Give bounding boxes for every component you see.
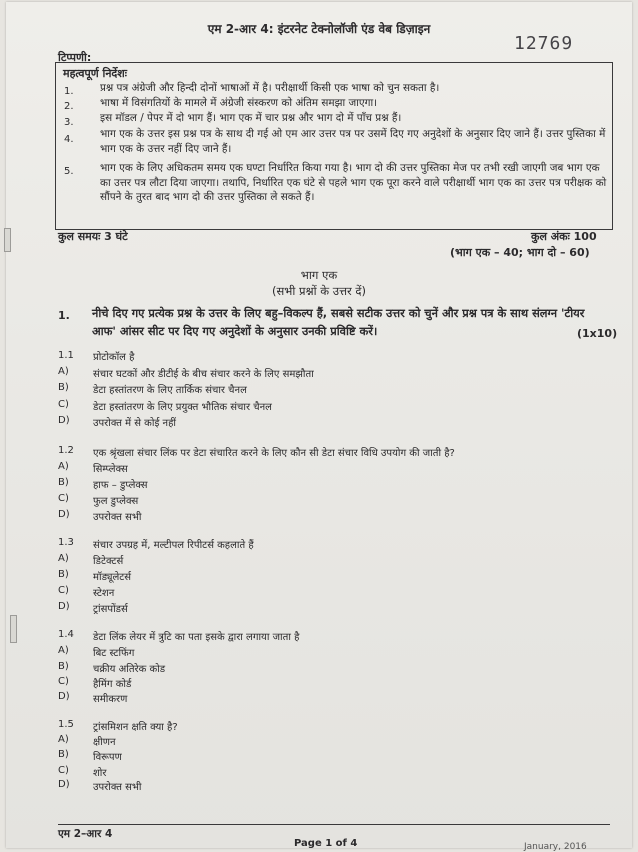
instruction-text: भाग एक के उत्तर इस प्रश्न पत्र के साथ दी गई ओ एम आर उत्तर पत्र पर उसमें दिए गए अनुदेशों के अनुसार दिए जाने हैं। उत्तर पुस्तिका में भाग एक के उत्तर नहीं दिए जाने हैं। bbox=[100, 128, 606, 155]
option-letter: B) bbox=[58, 749, 69, 760]
option-letter: A) bbox=[58, 553, 69, 564]
footer-divider bbox=[58, 824, 610, 825]
option-letter: C) bbox=[58, 676, 69, 687]
option-letter: D) bbox=[58, 509, 70, 520]
option-text: बिट स्टफिंग bbox=[93, 648, 135, 659]
option-letter: A) bbox=[58, 461, 69, 472]
option-letter: B) bbox=[58, 382, 69, 393]
option-text: हाफ – डुप्लेक्स bbox=[93, 480, 148, 491]
option-letter: C) bbox=[58, 765, 69, 776]
option-letter: C) bbox=[58, 399, 69, 410]
marks-split: (भाग एक – 40; भाग दो – 60) bbox=[450, 246, 590, 259]
option-letter: A) bbox=[58, 734, 69, 745]
option-letter: B) bbox=[58, 477, 69, 488]
instruction-text: इस मॉडल / पेपर में दो भाग हैं। भाग एक में चार प्रश्न और भाग दो में पाँच प्रश्न हैं। bbox=[100, 112, 402, 124]
page-number: Page 1 of 4 bbox=[294, 838, 358, 849]
instruction-text: भाग एक के लिए अधिकतम समय एक घण्टा निर्धारित किया गया है। भाग दो की उत्तर पुस्तिका मेज पर तभी रखी जाएगी जब भाग एक का उत्तर पत्र लौटा दिया जाएगा। तथापि, निर्धारित एक घंटे से पहले भाग एक पूरा करने वाले परीक्षार्थी भाग एक का उत्तर पत्र परीक्षक को सौंपने के तुरत बाद भाग दो की उत्तर पुस्तिका ले सकते हैं। bbox=[100, 162, 607, 204]
subquestion-text: प्रोटोकॉल है bbox=[93, 352, 135, 363]
instruction-text: भाषा में विसंगतियों के मामले में अंग्रेजी संस्करण को अंतिम समझा जाएगा। bbox=[100, 97, 378, 109]
option-letter: D) bbox=[58, 415, 70, 426]
subquestion-text: डेटा लिंक लेयर में त्रुटि का पता इसके द्वारा लगाया जाता है bbox=[93, 632, 300, 643]
option-letter: D) bbox=[58, 779, 70, 790]
instruction-number: 3. bbox=[64, 117, 74, 128]
subquestion-number: 1.1 bbox=[58, 350, 74, 361]
instruction-text: प्रश्न पत्र अंग्रेजी और हिन्दी दोनों भाषाओं में है। परीक्षार्थी किसी एक भाषा को चुन सकता है। bbox=[100, 82, 440, 94]
instruction-number: 2. bbox=[64, 101, 74, 112]
instruction-number: 5. bbox=[64, 166, 74, 177]
subquestion-text: ट्रांसमिशन क्षति क्या है? bbox=[93, 722, 178, 733]
option-text: क्षीणन bbox=[93, 737, 116, 748]
notes-label: टिप्पणी: bbox=[58, 51, 92, 64]
subquestion-number: 1.3 bbox=[58, 537, 74, 548]
binding-mark bbox=[10, 615, 17, 643]
footer-paper-code: एम 2–आर 4 bbox=[58, 828, 113, 840]
part-subtitle: (सभी प्रश्नों के उत्तर दें) bbox=[272, 284, 366, 298]
option-text: विरूपण bbox=[93, 752, 122, 763]
option-text: ट्रांसपोंडर्स bbox=[93, 604, 128, 615]
total-time: कुल समयः 3 घंटे bbox=[58, 230, 128, 243]
part-title: भाग एक bbox=[300, 268, 338, 282]
option-text: मॉड्यूलेटर्स bbox=[93, 572, 132, 583]
option-letter: B) bbox=[58, 569, 69, 580]
option-letter: D) bbox=[58, 691, 70, 702]
subquestion-text: एक श्रृंखला संचार लिंक पर डेटा संचारित करने के लिए कौन सी डेटा संचार विधि उपयोग की जाती है? bbox=[93, 448, 455, 459]
paper-title: एम 2-आर 4: इंटरनेट टेक्नोलॉजी एंड वेब डिज़ाइन bbox=[207, 22, 431, 36]
option-text: सिम्प्लेक्स bbox=[93, 464, 128, 475]
option-text: उपरोक्त सभी bbox=[93, 782, 142, 793]
subquestion-number: 1.4 bbox=[58, 629, 74, 640]
option-letter: D) bbox=[58, 601, 70, 612]
option-letter: C) bbox=[58, 585, 69, 596]
option-text: संचार घटकों और डीटीई के बीच संचार करने के लिए समझौता bbox=[93, 369, 314, 380]
option-letter: C) bbox=[58, 493, 69, 504]
option-text: स्टेशन bbox=[93, 588, 115, 599]
instructions-heading: महत्वपूर्ण निर्देशः bbox=[63, 67, 127, 80]
option-text: फुल डुप्लेक्स bbox=[93, 496, 139, 507]
option-text: उपरोक्त सभी bbox=[93, 512, 142, 523]
option-text: डेटा हस्तांतरण के लिए प्रयुक्त भौतिक संचार चैनल bbox=[93, 402, 272, 413]
question-number: 1. bbox=[58, 309, 70, 322]
option-text: डेटा हस्तांतरण के लिए तार्किक संचार चैनल bbox=[93, 385, 247, 396]
subquestion-number: 1.2 bbox=[58, 445, 74, 456]
option-text: शोर bbox=[93, 768, 107, 779]
option-letter: A) bbox=[58, 366, 69, 377]
subquestion-number: 1.5 bbox=[58, 719, 74, 730]
instruction-number: 1. bbox=[64, 86, 74, 97]
instruction-number: 4. bbox=[64, 134, 74, 145]
question-text: नीचे दिए गए प्रत्येक प्रश्न के उत्तर के लिए बहु–विकल्प हैं, सबसे सटीक उत्तर को चुनें और प्रश्न पत्र के साथ संलग्न 'टीयर आफ' आंसर सीट पर दिए गए अनुदेशों के अनुसार उनकी प्रविष्टि करें। bbox=[92, 306, 585, 338]
option-letter: B) bbox=[58, 661, 69, 672]
binding-mark bbox=[4, 228, 11, 252]
total-marks: कुल अंकः 100 bbox=[531, 230, 597, 243]
question-marks: (1x10) bbox=[577, 327, 618, 340]
subquestion-text: संचार उपग्रह में, मल्टीपल रिपीटर्स कहलाते हैं bbox=[93, 540, 254, 551]
option-text: डिटेक्टर्स bbox=[93, 556, 124, 567]
option-letter: A) bbox=[58, 645, 69, 656]
option-text: चक्रीय अतिरेक कोड bbox=[93, 664, 166, 675]
option-text: समीकरण bbox=[93, 694, 128, 705]
option-text: उपरोक्त में से कोई नहीं bbox=[93, 418, 176, 429]
paper-code: 12769 bbox=[514, 33, 574, 54]
exam-date: January, 2016 bbox=[524, 842, 587, 852]
option-text: हैमिंग कोर्ड bbox=[93, 679, 132, 690]
